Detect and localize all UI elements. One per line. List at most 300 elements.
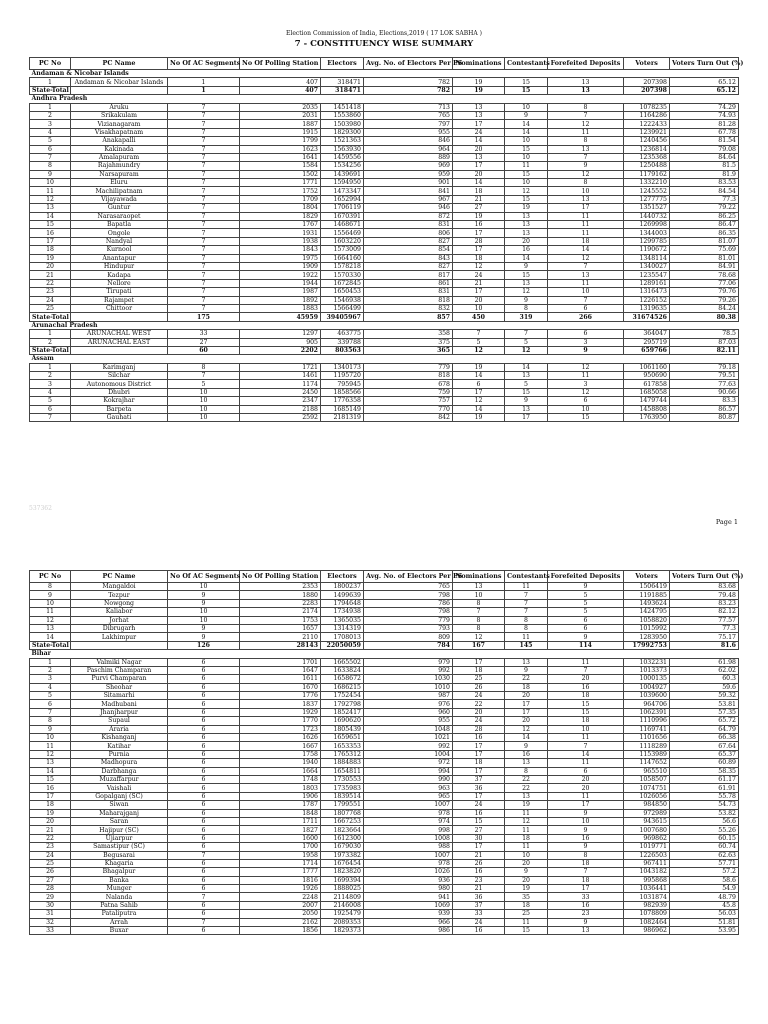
table-cell: 13 <box>505 405 548 413</box>
table-cell: 1039600 <box>624 692 670 700</box>
table-cell: 16 <box>30 784 71 792</box>
table-cell: 1058507 <box>624 775 670 783</box>
table-cell: 15 <box>505 78 548 86</box>
table-cell: 1975 <box>240 254 321 262</box>
table-cell: 24 <box>453 918 505 926</box>
table-cell: 14 <box>30 767 71 775</box>
table-cell: ARUNACHAL EAST <box>71 338 168 346</box>
table-cell: 1848 <box>240 809 321 817</box>
table-cell: 1007 <box>364 851 453 859</box>
table-cell: 16 <box>453 734 505 742</box>
table-cell: 861 <box>364 279 453 287</box>
table-cell: 12 <box>453 346 505 354</box>
table-row <box>30 388 739 396</box>
table-cell: 7 <box>548 296 624 304</box>
table-cell: 79.18 <box>670 363 739 371</box>
table-cell: 7 <box>548 868 624 876</box>
table-cell: 14 <box>548 750 624 758</box>
table-cell: 18 <box>548 692 624 700</box>
column-header: Voters <box>624 571 670 583</box>
table-cell: 1015992 <box>624 624 670 632</box>
table-cell: Rajampet <box>71 296 168 304</box>
table-cell: 75.17 <box>670 633 739 641</box>
table-cell: Guntur <box>71 204 168 212</box>
table-cell: 1922 <box>240 271 321 279</box>
table-cell: 6 <box>168 910 240 918</box>
table-cell: 57.2 <box>670 868 739 876</box>
table-cell: 28143 <box>240 641 321 649</box>
table-cell: 1153989 <box>624 750 670 758</box>
table-cell: 1771 <box>240 179 321 187</box>
table-row <box>30 792 739 800</box>
table-cell: 1031874 <box>624 893 670 901</box>
table-cell: 1240456 <box>624 137 670 145</box>
table-cell: 407 <box>240 78 321 86</box>
table-cell: 936 <box>364 876 453 884</box>
table-cell: 1652994 <box>321 195 364 203</box>
table-cell: 1503980 <box>321 120 364 128</box>
table-cell: 22 <box>30 834 71 842</box>
table-cell: 11 <box>548 734 624 742</box>
table-cell: 10 <box>168 397 240 405</box>
state-name: Bihar <box>30 650 739 658</box>
table-cell: 713 <box>364 103 453 111</box>
table-cell: 6 <box>168 817 240 825</box>
page-number: Page 1 <box>715 518 738 526</box>
table-cell: Nalanda <box>71 893 168 901</box>
table-cell: 37 <box>453 775 505 783</box>
table-cell: 15 <box>548 700 624 708</box>
table-cell: 20 <box>505 876 548 884</box>
column-header: Avg. No. of Electors Per PS <box>364 58 453 70</box>
table-cell: 757 <box>364 397 453 405</box>
table-cell: 14 <box>505 128 548 136</box>
table-cell: 19 <box>505 204 548 212</box>
table-row <box>30 784 739 792</box>
table-cell: 77.63 <box>670 380 739 388</box>
table-cell: 7 <box>168 195 240 203</box>
table-cell: 1735983 <box>321 784 364 792</box>
table-cell: 1236814 <box>624 145 670 153</box>
table-cell: 17 <box>505 700 548 708</box>
table-cell: Narasaraopet <box>71 212 168 220</box>
table-cell: 74.93 <box>670 111 739 119</box>
table-cell: 1701 <box>240 658 321 666</box>
table-cell: 950690 <box>624 372 670 380</box>
table-cell: 11 <box>505 162 548 170</box>
table-row <box>30 179 739 187</box>
table-cell: 6 <box>168 666 240 674</box>
table-cell: 842 <box>364 414 453 422</box>
table-cell: 1603220 <box>321 237 364 245</box>
table-cell: 1664 <box>240 767 321 775</box>
table-cell: 14 <box>30 212 71 220</box>
table-cell: 974 <box>364 817 453 825</box>
table-cell: 1667 <box>240 742 321 750</box>
table-cell: 48.79 <box>670 893 739 901</box>
table-cell: 167 <box>453 641 505 649</box>
table-cell: 7 <box>505 330 548 338</box>
table-cell: 1776358 <box>321 397 364 405</box>
table-cell: Bapatla <box>71 221 168 229</box>
table-cell: 11 <box>548 279 624 287</box>
table-cell: 7 <box>168 246 240 254</box>
table-cell: Saran <box>71 817 168 825</box>
table-cell: 7 <box>168 296 240 304</box>
table-cell: 11 <box>505 826 548 834</box>
table-cell: Vijayawada <box>71 195 168 203</box>
table-cell: 5 <box>168 380 240 388</box>
table-cell: 1748 <box>240 775 321 783</box>
table-cell: 2181319 <box>321 414 364 422</box>
table-cell: 1316473 <box>624 288 670 296</box>
table-cell: 17 <box>453 792 505 800</box>
table-cell: 7 <box>168 918 240 926</box>
table-cell: 57.71 <box>670 859 739 867</box>
table-cell: 1007 <box>364 801 453 809</box>
table-cell: 20 <box>453 170 505 178</box>
table-cell: 20 <box>453 708 505 716</box>
table-cell: Mangaldoi <box>71 583 168 591</box>
table-cell: 81.54 <box>670 137 739 145</box>
table-cell: 1800237 <box>321 583 364 591</box>
table-cell: 1297 <box>240 330 321 338</box>
table-cell: 9 <box>548 809 624 817</box>
table-cell: 10 <box>505 153 548 161</box>
table-cell: 365 <box>364 346 453 354</box>
table-cell: 1753 <box>240 616 321 624</box>
table-cell: 6 <box>168 750 240 758</box>
table-cell: 1664160 <box>321 254 364 262</box>
table-cell: 846 <box>364 137 453 145</box>
table-cell: 319 <box>505 313 548 321</box>
table-cell: 1174 <box>240 380 321 388</box>
table-cell: 14 <box>30 633 71 641</box>
table-cell: 11 <box>548 128 624 136</box>
table-cell: 964 <box>364 145 453 153</box>
table-cell: 79.08 <box>670 145 739 153</box>
table-cell: 7 <box>505 599 548 607</box>
table-cell: 31 <box>30 910 71 918</box>
table-cell: 77.06 <box>670 279 739 287</box>
table-cell: 1765312 <box>321 750 364 758</box>
table-cell: 79.22 <box>670 204 739 212</box>
table-cell: 24 <box>453 128 505 136</box>
table-cell: 10 <box>505 851 548 859</box>
table-cell: 18 <box>453 187 505 195</box>
table-cell: 1010 <box>364 683 453 691</box>
table-cell: 1799551 <box>321 801 364 809</box>
table-cell: State-Total <box>30 86 71 94</box>
table-cell: 10 <box>548 817 624 825</box>
table-cell: 1314319 <box>321 624 364 632</box>
table-cell: 872 <box>364 212 453 220</box>
table-cell: 2283 <box>240 599 321 607</box>
table-cell: 18 <box>453 759 505 767</box>
table-cell: 6 <box>168 876 240 884</box>
table-cell: 806 <box>364 229 453 237</box>
table-cell: 6 <box>548 624 624 632</box>
table-cell: Ujiarpur <box>71 834 168 842</box>
table-cell: 1459556 <box>321 153 364 161</box>
table-cell: 25 <box>30 304 71 312</box>
table-cell: 7 <box>548 262 624 270</box>
table-cell: 843 <box>364 254 453 262</box>
table-cell: 4 <box>30 388 71 396</box>
table-cell: 969862 <box>624 834 670 842</box>
table-cell: 1730553 <box>321 775 364 783</box>
table-cell: 6 <box>548 767 624 775</box>
column-header: Voters <box>624 58 670 70</box>
table-cell: Madhopura <box>71 759 168 767</box>
table-cell: Valmiki Nagar <box>71 658 168 666</box>
table-cell: 59.32 <box>670 692 739 700</box>
table-cell: 1647 <box>240 666 321 674</box>
table-cell: 1269998 <box>624 221 670 229</box>
table-cell: 1169741 <box>624 725 670 733</box>
table-cell: 2248 <box>240 893 321 901</box>
table-cell: 2592 <box>240 414 321 422</box>
table-cell: 266 <box>548 313 624 321</box>
table-cell: 84.91 <box>670 262 739 270</box>
table-cell: 11 <box>30 187 71 195</box>
table-cell: 1686215 <box>321 683 364 691</box>
column-header: Contestants <box>505 571 548 583</box>
table-cell: 7 <box>505 608 548 616</box>
table-cell: 1752454 <box>321 692 364 700</box>
table-cell: Paschim Champaran <box>71 666 168 674</box>
table-cell: 12 <box>505 288 548 296</box>
table-cell: 5 <box>505 338 548 346</box>
table-cell: 7 <box>168 103 240 111</box>
table-cell: 2035 <box>240 103 321 111</box>
table-cell: 12 <box>505 187 548 195</box>
table-cell: 22 <box>453 700 505 708</box>
table-cell: Narsapuram <box>71 170 168 178</box>
table-cell: Banka <box>71 876 168 884</box>
table-cell: Nandyal <box>71 237 168 245</box>
table-cell: 59.6 <box>670 683 739 691</box>
table-cell: Supaul <box>71 717 168 725</box>
table-cell: 6 <box>548 616 624 624</box>
table-cell: 1799 <box>240 137 321 145</box>
table-cell: 1925479 <box>321 910 364 918</box>
table-cell: 6 <box>168 885 240 893</box>
table-cell: 1461 <box>240 372 321 380</box>
table-cell: 1340027 <box>624 262 670 270</box>
table-cell: 1043182 <box>624 868 670 876</box>
table-cell: 20 <box>505 237 548 245</box>
table-row <box>30 405 739 413</box>
table-cell: 1026056 <box>624 792 670 800</box>
table-cell: 1226503 <box>624 851 670 859</box>
table-cell: 77.3 <box>670 624 739 632</box>
table-cell: 17 <box>30 237 71 245</box>
table-cell: 16 <box>548 834 624 842</box>
table-cell: 62.02 <box>670 666 739 674</box>
table-cell: 1340173 <box>321 363 364 371</box>
table-header <box>30 571 744 583</box>
table-cell: 1546938 <box>321 296 364 304</box>
table-cell: Kaliabor <box>71 608 168 616</box>
table-cell: 1440732 <box>624 212 670 220</box>
state-total-row <box>30 86 739 94</box>
table-cell: 9 <box>505 868 548 876</box>
table-cell: 10 <box>453 304 505 312</box>
table-cell: 86.57 <box>670 405 739 413</box>
table-cell: Purnia <box>71 750 168 758</box>
table-cell: 1685149 <box>321 405 364 413</box>
table-cell: 13 <box>548 271 624 279</box>
table-cell: 80.38 <box>670 313 739 321</box>
table-cell: 8 <box>453 599 505 607</box>
table-cell: State-Total <box>30 346 71 354</box>
table-cell: 74.29 <box>670 103 739 111</box>
table-cell: 81.6 <box>670 641 739 649</box>
table-row <box>30 363 739 371</box>
table-cell: 12 <box>548 170 624 178</box>
table-cell: 1931 <box>240 229 321 237</box>
table-cell: 13 <box>505 792 548 800</box>
table-row <box>30 128 739 136</box>
table-cell: 67.64 <box>670 742 739 750</box>
table-cell: 1926 <box>240 885 321 893</box>
table-cell: 13 <box>505 759 548 767</box>
table-cell: Aruku <box>71 103 168 111</box>
table-cell: 10 <box>168 405 240 413</box>
table-cell: 24 <box>453 271 505 279</box>
table-cell: 16 <box>505 246 548 254</box>
table-cell: Nowgong <box>71 599 168 607</box>
table-cell: 375 <box>364 338 453 346</box>
table-cell: 81.28 <box>670 120 739 128</box>
table-cell: 358 <box>364 330 453 338</box>
table-cell: 87.03 <box>670 338 739 346</box>
table-cell: 9 <box>548 583 624 591</box>
column-header: PC No <box>30 58 71 70</box>
table-cell: 20 <box>505 717 548 725</box>
table-cell: 26 <box>453 683 505 691</box>
table-cell: 986 <box>364 927 453 935</box>
table-cell: Arrah <box>71 918 168 926</box>
table-cell: 17 <box>548 885 624 893</box>
table-cell: 39405967 <box>321 313 364 321</box>
table-cell: 17 <box>453 742 505 750</box>
table-cell: 980 <box>364 885 453 893</box>
table-cell: 10 <box>30 734 71 742</box>
table-cell: 782 <box>364 86 453 94</box>
table-cell: 79.48 <box>670 591 739 599</box>
table-row <box>30 624 739 632</box>
table-cell: 7 <box>168 137 240 145</box>
table-cell: 5 <box>30 137 71 145</box>
table-cell: 11 <box>505 633 548 641</box>
table-cell: 7 <box>168 271 240 279</box>
table-cell: Purvi Champaran <box>71 675 168 683</box>
table-cell: 1650453 <box>321 288 364 296</box>
table-cell: 1659651 <box>321 734 364 742</box>
table-cell: 1239921 <box>624 128 670 136</box>
table-cell: 1078235 <box>624 103 670 111</box>
state-name: Arunachal Pradesh <box>30 321 739 329</box>
table-cell: 6 <box>168 742 240 750</box>
table-cell: 1521363 <box>321 137 364 145</box>
table-cell: 14 <box>505 254 548 262</box>
table-cell: 1 <box>30 103 71 111</box>
table-cell: 11 <box>548 658 624 666</box>
table-cell: 1007680 <box>624 826 670 834</box>
table-cell: 7 <box>168 262 240 270</box>
table-cell: 972 <box>364 759 453 767</box>
table-cell: 2050 <box>240 910 321 918</box>
table-row <box>30 843 739 851</box>
table-cell: 2 <box>30 372 71 380</box>
table-cell: 28 <box>453 237 505 245</box>
table-cell: 1 <box>168 86 240 94</box>
table-cell: 67.78 <box>670 128 739 136</box>
table-cell: 82.11 <box>670 346 739 354</box>
table-cell: 1843 <box>240 246 321 254</box>
table-cell: 16 <box>548 901 624 909</box>
table-row <box>30 397 739 405</box>
table-cell: 941 <box>364 893 453 901</box>
table-cell: 841 <box>364 187 453 195</box>
table-cell: 7 <box>30 708 71 716</box>
table-cell: 998 <box>364 826 453 834</box>
table-cell: 1816 <box>240 876 321 884</box>
table-cell: 1892 <box>240 296 321 304</box>
column-header: Avg. No. of Electors Per PS <box>364 571 453 583</box>
state-name: Andhra Pradesh <box>30 95 739 103</box>
table-cell: 12 <box>548 388 624 396</box>
table-cell: 1734938 <box>321 608 364 616</box>
table-cell: 61.17 <box>670 775 739 783</box>
table-cell: Lakhimpur <box>71 633 168 641</box>
table-cell: 14 <box>453 372 505 380</box>
table-cell: 1556469 <box>321 229 364 237</box>
table-cell: Autonomous District <box>71 380 168 388</box>
table-cell: 6 <box>168 708 240 716</box>
table-cell: 175 <box>168 313 240 321</box>
table-row <box>30 876 739 884</box>
table-row <box>30 262 739 270</box>
table-cell: 6 <box>168 792 240 800</box>
table-cell: 5 <box>30 397 71 405</box>
state-heading-row <box>30 70 739 78</box>
table-cell: 946 <box>364 204 453 212</box>
table-cell: 1706119 <box>321 204 364 212</box>
table-cell: 19 <box>453 212 505 220</box>
table-cell: 17 <box>505 414 548 422</box>
table-row <box>30 851 739 859</box>
table-cell: 2450 <box>240 388 321 396</box>
table-cell: Vaishali <box>71 784 168 792</box>
table-cell: Nellore <box>71 279 168 287</box>
table-cell: 17 <box>453 246 505 254</box>
table-cell: 955 <box>364 717 453 725</box>
table-cell: 17 <box>453 843 505 851</box>
table-cell: 11 <box>548 229 624 237</box>
table-cell: 13 <box>505 221 548 229</box>
table-cell: 21 <box>453 195 505 203</box>
table-cell: 22 <box>30 279 71 287</box>
table-row <box>30 380 739 388</box>
table-cell: 7 <box>168 229 240 237</box>
table-cell: 9 <box>505 397 548 405</box>
table-cell: Dhubri <box>71 388 168 396</box>
table-cell: 30 <box>30 901 71 909</box>
table-cell: 3 <box>30 120 71 128</box>
